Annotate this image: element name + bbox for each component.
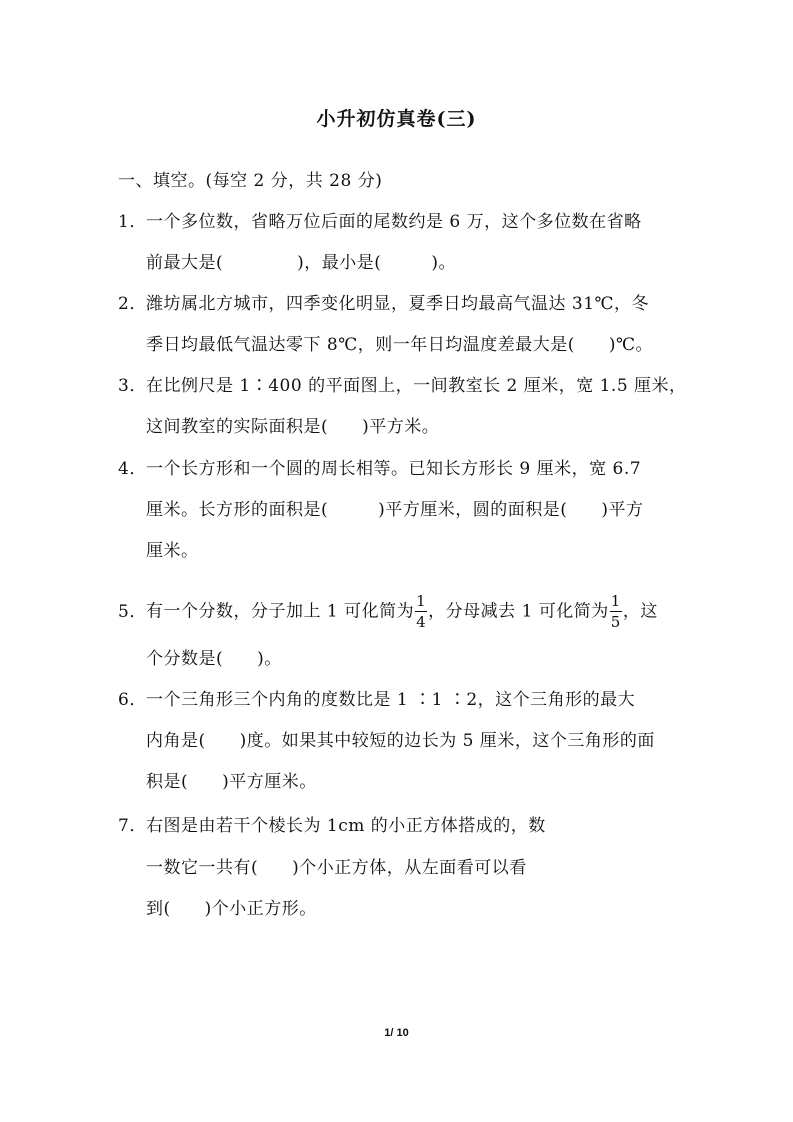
question-text: 厘米。长方形的面积是( — [146, 500, 329, 520]
question-number: 3． — [118, 376, 147, 396]
fraction-numerator: 1 — [416, 592, 427, 610]
question-text: )平方 — [601, 500, 644, 520]
question-text: )平方厘米。 — [222, 772, 317, 792]
question-text: )个小正方形。 — [204, 899, 317, 919]
question-1-line-2 — [146, 252, 456, 274]
question-4-line-3 — [146, 540, 199, 562]
fraction-one-fifth — [610, 594, 622, 630]
question-5-line-2 — [146, 648, 282, 670]
question-4-line-2 — [146, 499, 644, 521]
question-text: 潍坊属北方城市，四季变化明显，夏季日均最高气温达 31℃，冬 — [146, 294, 650, 314]
question-4 — [118, 458, 641, 480]
question-number: 5． — [118, 601, 147, 622]
page-title: 小升初仿真卷(三) — [316, 108, 477, 130]
question-text: 到( — [146, 899, 171, 919]
question-text: 一个长方形和一个圆的周长相等。已知长方形长 9 厘米，宽 6.7 — [146, 459, 642, 479]
question-1 — [118, 211, 642, 233]
question-text: 季日均最低气温达零下 8℃，则一年日均温度差最大是( — [146, 335, 575, 355]
fraction-denominator: 4 — [416, 613, 427, 631]
question-text: )℃。 — [608, 335, 654, 355]
question-text: )。 — [431, 253, 457, 273]
question-text: 在比例尺是 1∶400 的平面图上，一间教室长 2 厘米，宽 1.5 厘米， — [146, 376, 687, 396]
question-number: 6． — [118, 690, 147, 710]
question-text: )平方米。 — [362, 417, 440, 437]
fraction-numerator: 1 — [610, 592, 621, 610]
question-text: ，这 — [622, 601, 658, 622]
question-3-line-2 — [146, 416, 439, 438]
page-number: 1/ 10 — [384, 1027, 409, 1039]
question-text: 厘米。 — [146, 541, 199, 561]
question-text: 个分数是( — [146, 649, 224, 669]
question-number: 2． — [118, 294, 147, 314]
question-6 — [118, 689, 635, 711]
question-number: 7． — [118, 816, 147, 836]
question-text: )度。如果其中较短的边长为 5 厘米，这个三角形的面 — [239, 731, 655, 751]
question-text: 一个三角形三个内角的度数比是 1 ∶1 ∶2，这个三角形的最大 — [146, 690, 636, 710]
question-text: )平方厘米，圆的面积是( — [378, 500, 568, 520]
fraction-one-quarter — [415, 594, 427, 630]
question-text: ，分母减去 1 可化简为 — [428, 601, 609, 622]
question-text: )。 — [257, 649, 282, 669]
question-number: 1． — [118, 212, 147, 232]
question-text: 积是( — [146, 772, 189, 792]
question-text: 有一个分数，分子加上 1 可化简为 — [146, 601, 415, 622]
question-text: 一数它一共有( — [146, 858, 259, 878]
question-6-line-2 — [146, 730, 655, 752]
section-heading: 一、填空。(每空 2 分，共 28 分) — [118, 171, 383, 191]
question-7-line-2 — [146, 857, 527, 879]
question-number: 4． — [118, 459, 147, 479]
question-2 — [118, 293, 649, 315]
question-text: )，最小是( — [297, 253, 382, 273]
question-3 — [118, 375, 687, 397]
question-6-line-3 — [146, 771, 317, 793]
question-5 — [118, 594, 658, 630]
question-7 — [118, 815, 546, 837]
fraction-denominator: 5 — [610, 613, 621, 631]
question-text: )个小正方体，从左面看可以看 — [292, 858, 527, 878]
question-text: 这间教室的实际面积是( — [146, 417, 329, 437]
question-text: 内角是( — [146, 731, 206, 751]
question-2-line-2 — [146, 334, 653, 356]
question-text: 右图是由若干个棱长为 1cm 的小正方体搭成的，数 — [146, 816, 546, 836]
question-7-line-3 — [146, 898, 317, 920]
question-text: 前最大是( — [146, 253, 224, 273]
question-text: 一个多位数，省略万位后面的尾数约是 6 万，这个多位数在省略 — [146, 212, 642, 232]
